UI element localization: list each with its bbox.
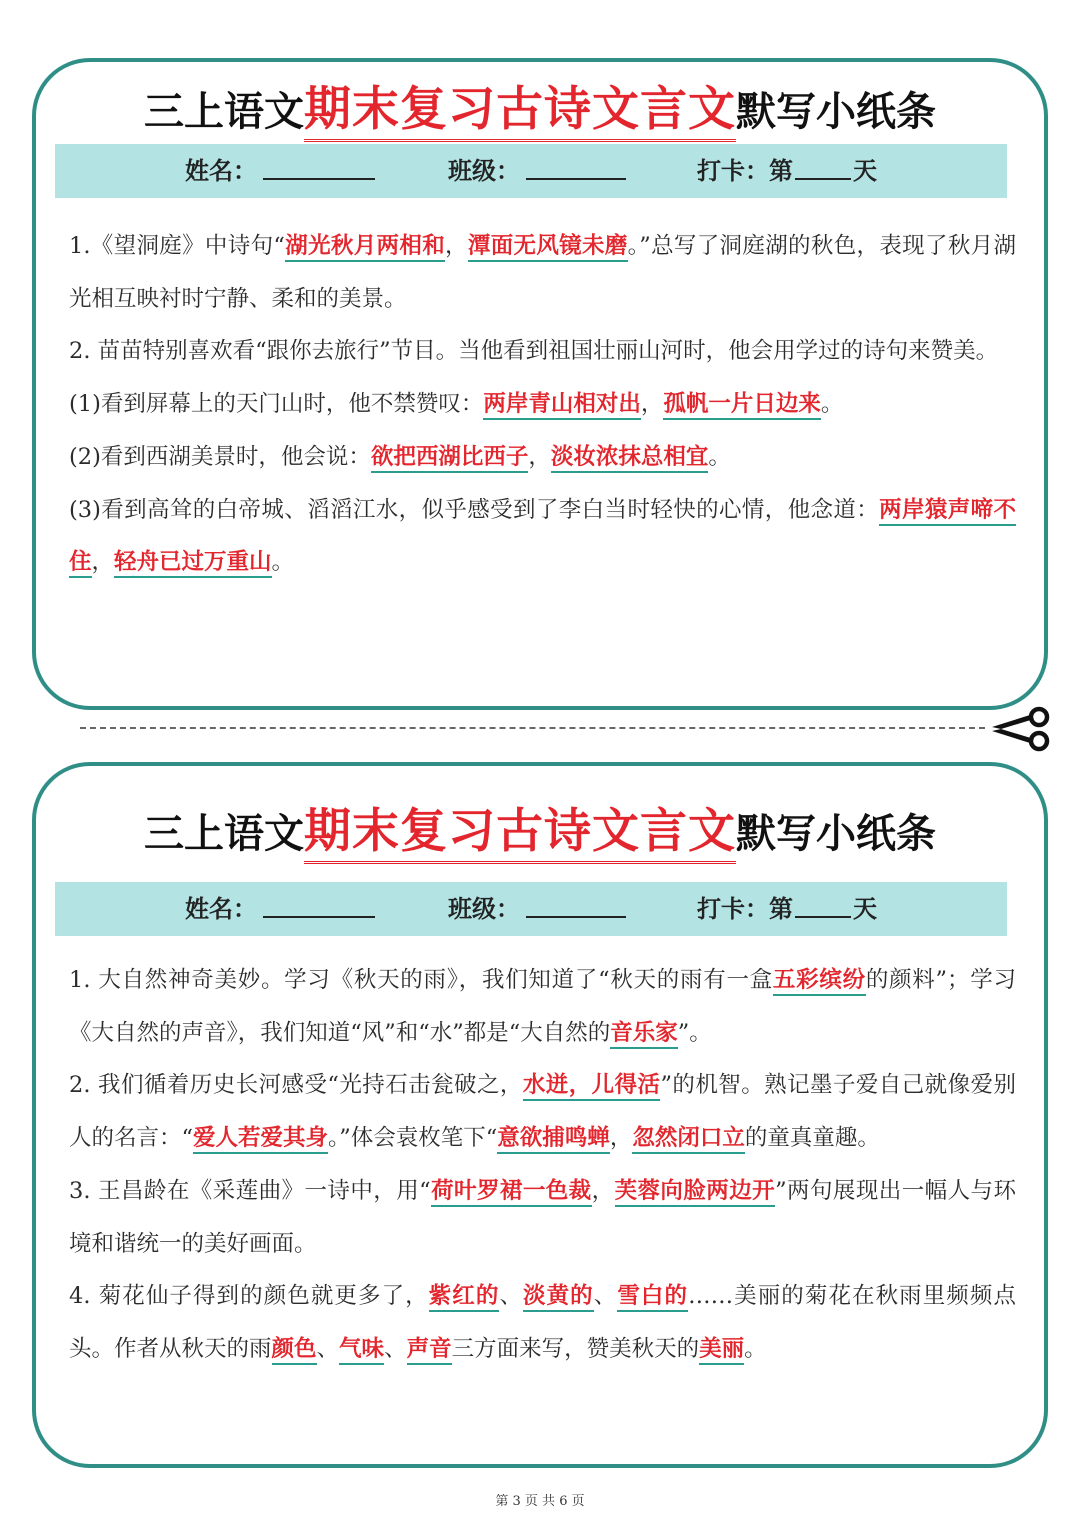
info-band xyxy=(55,144,1007,198)
answer: 芙蓉向脸两边开 xyxy=(615,1178,776,1207)
sub-question-1: (1)看到屏幕上的天门山时，他不禁赞叹：两岸青山相对出，孤帆一片日边来。 xyxy=(69,378,1016,431)
card-title xyxy=(36,80,1044,142)
checkin-field xyxy=(697,144,877,198)
class-field xyxy=(448,144,626,198)
scissors-icon xyxy=(988,706,1052,752)
answer: 音乐家 xyxy=(610,1020,678,1049)
question-3: 3. 王昌龄在《采莲曲》一诗中，用“荷叶罗裙一色裁，芙蓉向脸两边开”两句展现出一幅人与环境和谐统一的美好画面。 xyxy=(69,1177,1016,1257)
class-field xyxy=(448,882,626,936)
answer: 水迸，儿得活 xyxy=(523,1072,661,1101)
class-label: 班级： xyxy=(448,157,520,185)
info-band xyxy=(55,882,1007,936)
answer: 淡黄的 xyxy=(523,1283,594,1312)
answer: 爱人若爱其身 xyxy=(193,1125,328,1154)
title-suffix: 默写小纸条 xyxy=(736,89,936,135)
answer: 孤帆一片日边来 xyxy=(663,391,821,420)
card-content xyxy=(69,220,1016,589)
name-field xyxy=(185,882,375,936)
answer: 紫红的 xyxy=(429,1283,500,1312)
title-prefix: 三上语文 xyxy=(144,89,304,135)
question-1: 1.《望洞庭》中诗句“湖光秋月两相和，潭面无风镜未磨。”总写了洞庭湖的秋色，表现了秋月湖光相互映衬时宁静、柔和的美景。 xyxy=(69,233,1016,312)
card-content xyxy=(69,954,1016,1376)
answer: 意欲捕鸣蝉 xyxy=(497,1125,610,1154)
checkin-suffix: 天 xyxy=(853,157,877,185)
answer: 湖光秋月两相和 xyxy=(285,233,445,262)
name-blank[interactable] xyxy=(263,144,375,180)
answer: 淡妆浓抹总相宜 xyxy=(551,444,709,473)
answer: 两岸青山相对出 xyxy=(483,391,641,420)
answer: 气味 xyxy=(339,1336,384,1365)
checkin-label: 打卡：第 xyxy=(697,895,793,923)
answer: 欲把西湖比西子 xyxy=(371,444,529,473)
name-label: 姓名： xyxy=(185,895,257,923)
answer: 忽然闭口立 xyxy=(632,1125,745,1154)
sub-question-2: (2)看到西湖美景时，他会说：欲把西湖比西子，淡妆浓抹总相宜。 xyxy=(69,431,1016,484)
answer: 轻舟已过万重山 xyxy=(114,549,272,578)
note-card-2 xyxy=(32,762,1048,1468)
title-highlight: 期末复习古诗文言文 xyxy=(304,804,736,864)
card-title xyxy=(36,802,1044,864)
answer: 美丽 xyxy=(699,1336,744,1365)
checkin-field xyxy=(697,882,877,936)
answer: 荷叶罗裙一色裁 xyxy=(431,1178,592,1207)
answer: 两岸猿声啼不住 xyxy=(69,497,1016,579)
checkin-blank[interactable] xyxy=(795,144,851,180)
question-1: 1. 大自然神奇美妙。学习《秋天的雨》，我们知道了“秋天的雨有一盒五彩缤纷的颜料”；学习《大自然的声音》，我们知道“风”和“水”都是“大自然的音乐家”。 xyxy=(69,954,1016,1059)
name-label: 姓名： xyxy=(185,157,257,185)
question-4: 4. 菊花仙子得到的颜色就更多了，紫红的、淡黄的、雪白的……美丽的菊花在秋雨里频频点头。作者从秋天的雨颜色、气味、声音三方面来写，赞美秋天的美丽。 xyxy=(69,1270,1016,1375)
answer: 颜色 xyxy=(272,1336,317,1365)
name-field xyxy=(185,144,375,198)
checkin-label: 打卡：第 xyxy=(697,157,793,185)
question-2: 2. 我们循着历史长河感受“光持石击瓮破之，水迸，儿得活”的机智。熟记墨子爱自己就像爱别人的名言：“爱人若爱其身。”体会袁枚笔下“意欲捕鸣蝉，忽然闭口立的童真童趣。 xyxy=(69,1059,1016,1164)
class-label: 班级： xyxy=(448,895,520,923)
answer: 五彩缤纷 xyxy=(773,967,866,996)
answer: 潭面无风镜未磨 xyxy=(468,233,628,262)
title-suffix: 默写小纸条 xyxy=(736,811,936,857)
question-2: 2. 苗苗特别喜欢看“跟你去旅行”节目。当他看到祖国壮丽山河时，他会用学过的诗句来赞美。 xyxy=(69,338,999,365)
class-blank[interactable] xyxy=(526,144,626,180)
page-footer: 第 3 页 共 6 页 xyxy=(495,1494,585,1509)
checkin-blank[interactable] xyxy=(795,882,851,918)
sub-question-3: (3)看到高耸的白帝城、滔滔江水，似乎感受到了李白当时轻快的心情，他念道：两岸猿声啼不住，轻舟已过万重山。 xyxy=(69,484,1016,589)
title-prefix: 三上语文 xyxy=(144,811,304,857)
checkin-suffix: 天 xyxy=(853,895,877,923)
answer: 声音 xyxy=(407,1336,452,1365)
name-blank[interactable] xyxy=(263,882,375,918)
answer: 雪白的 xyxy=(617,1283,688,1312)
cut-line xyxy=(80,727,985,729)
class-blank[interactable] xyxy=(526,882,626,918)
note-card-1 xyxy=(32,58,1048,710)
title-highlight: 期末复习古诗文言文 xyxy=(304,82,736,142)
